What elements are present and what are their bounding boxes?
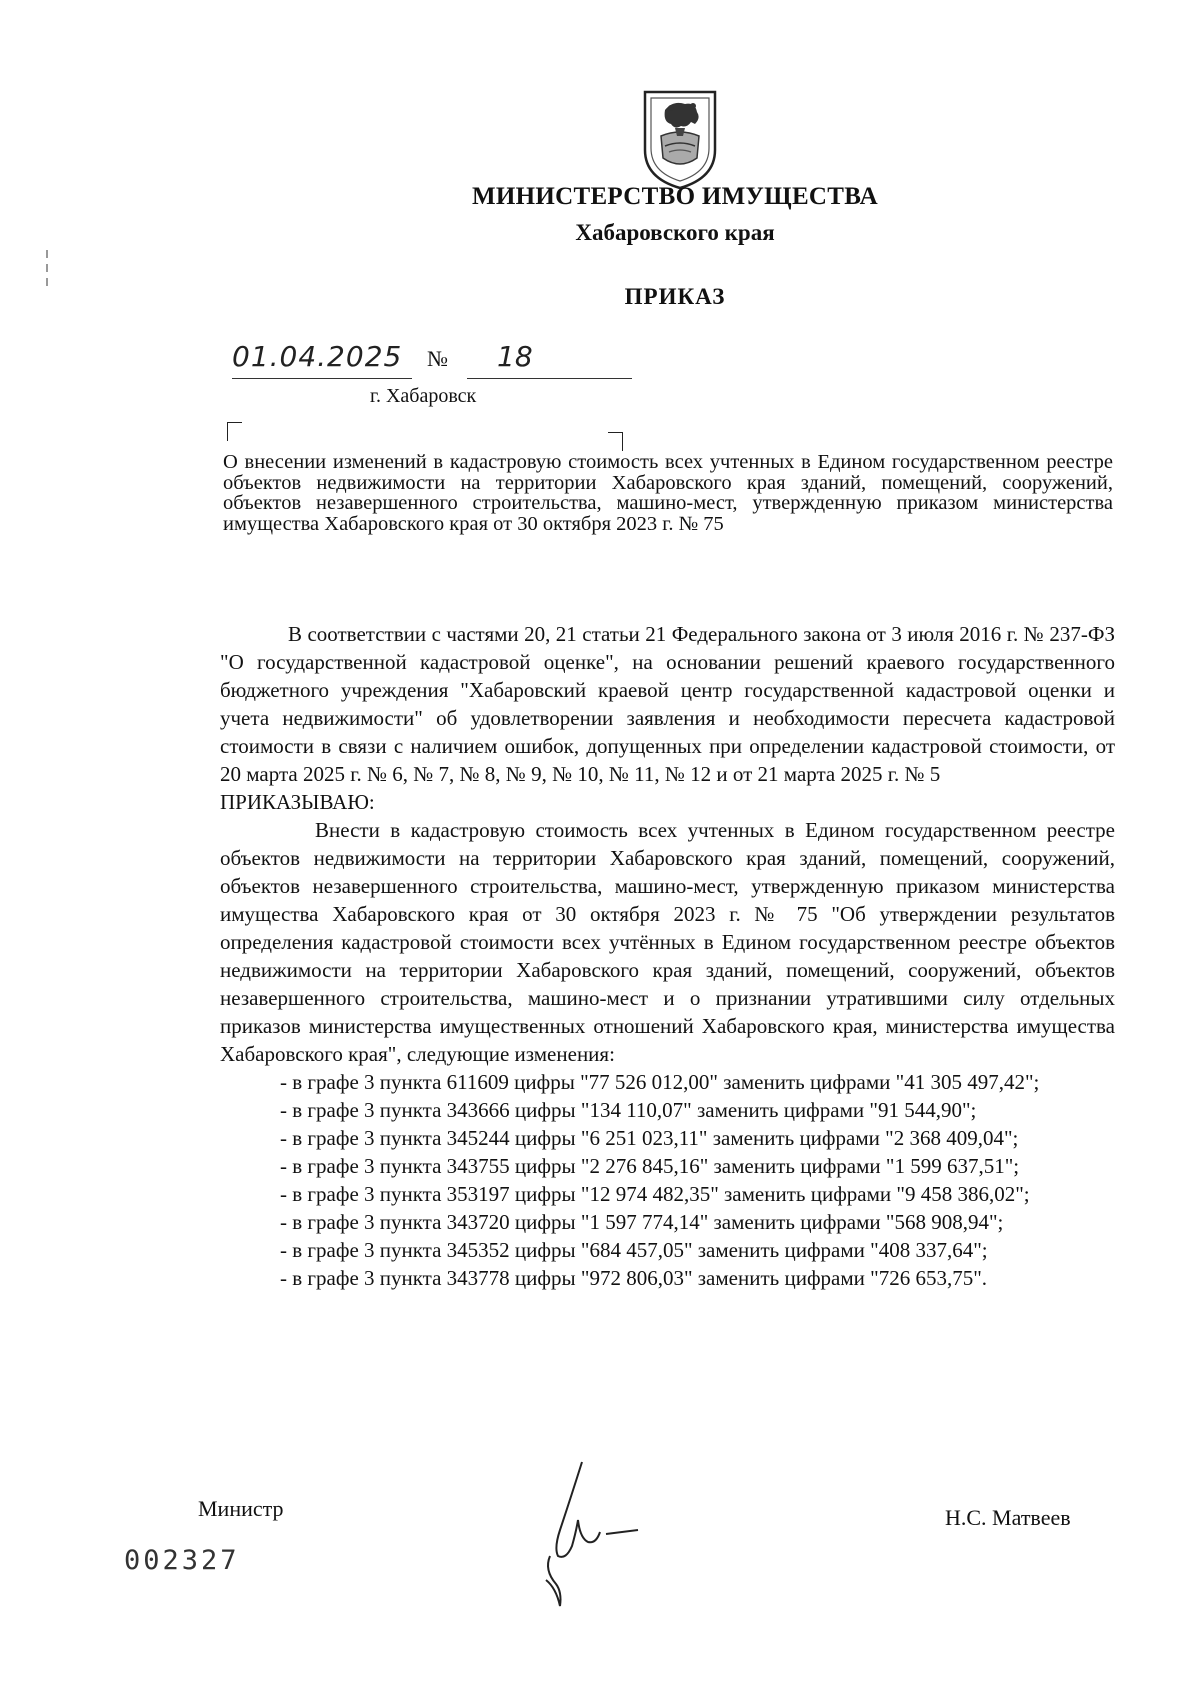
directive: Внести в кадастровую стоимость всех учтенных в Едином государственном реестре объектов недвижимости на территории Хабаровского края зданий, помещений, сооружений, объектов незавершенного строительства, машино-мест, утвержденную приказом министерства имущества Хабаровского края от 30 октября 2023 г. № 75 "Об утверждении результатов определения кадастровой стоимости всех учтённых в Едином государственном реестре объектов недвижимости на территории Хабаровского края зданий, помещений, сооружений, объектов незавершенного строительства, машино-мест и о признании утратившими силу отдельных приказов министерства имущественных отношений Хабаровского края, министерства имущества Хабаровского края", следующие изменения: (220, 818, 1115, 1066)
date-underline (232, 378, 412, 379)
stamp-number: 002327 (124, 1545, 240, 1576)
order-word: ПРИКАЗЫВАЮ: (220, 790, 375, 814)
order-subject: О внесении изменений в кадастровую стоимость всех учтенных в Едином государственном реестре объектов недвижимости на территории Хабаровского края зданий, помещений, сооружений, объектов незавершенного строительства, машино-мест, утвержденную приказом министерства имущества Хабаровского края от 30 октября 2023 г. № 75 (223, 451, 1113, 535)
number-sign: № (427, 346, 448, 371)
coat-of-arms-icon (635, 88, 725, 190)
registration-line (232, 340, 632, 380)
preamble: В соответствии с частями 20, 21 статьи 21 Федерального закона от 3 июля 2016 г. № 237-ФЗ "О государственной кадастровой оценке", на основании решений краевого государственного бюджетного учреждения "Хабаровский краевой центр государственной кадастровой оценки и учета недвижимости" об удовлетворении заявления и необходимости пересчета кадастровой стоимости в связи с наличием ошибок, допущенных при определении кадастровой стоимости, от 20 марта 2025 г. № 6, № 7, № 8, № 9, № 10, № 11, № 12 и от 21 марта 2025 г. № 5 (220, 622, 1115, 786)
order-body (220, 620, 1115, 1292)
change-item: - в графе 3 пункта 343666 цифры "134 110,07" заменить цифрами "91 544,90"; (280, 1098, 977, 1122)
document-type: ПРИКАЗ (624, 284, 726, 309)
signatory-position: Министр (198, 1496, 284, 1521)
change-item: - в графе 3 пункта 343755 цифры "2 276 845,16" заменить цифрами "1 599 637,51"; (280, 1154, 1020, 1178)
change-item: - в графе 3 пункта 343720 цифры "1 597 774,14" заменить цифрами "568 908,94"; (280, 1210, 1004, 1234)
handwritten-signature (510, 1460, 670, 1610)
change-item: - в графе 3 пункта 611609 цифры "77 526 012,00" заменить цифрами "41 305 497,42"; (280, 1070, 1040, 1094)
change-item: - в графе 3 пункта 345244 цифры "6 251 023,11" заменить цифрами "2 368 409,04"; (280, 1126, 1019, 1150)
subject-bracket-left (227, 422, 242, 441)
region-name: Хабаровского края (575, 220, 775, 245)
change-item: - в графе 3 пункта 345352 цифры "684 457,05" заменить цифрами "408 337,64"; (280, 1238, 988, 1262)
city: г. Хабаровск (370, 385, 477, 407)
order-number: 18 (497, 340, 533, 373)
subject-bracket-right (608, 432, 623, 451)
order-date: 01.04.2025 (232, 340, 403, 373)
signatory-name: Н.С. Матвеев (945, 1505, 1071, 1530)
change-item: - в графе 3 пункта 353197 цифры "12 974 482,35" заменить цифрами "9 458 386,02"; (280, 1182, 1030, 1206)
changes-list (220, 1068, 1115, 1292)
change-item: - в графе 3 пункта 343778 цифры "972 806,03" заменить цифрами "726 653,75". (280, 1266, 988, 1290)
ministry-name: МИНИСТЕРСТВО ИМУЩЕСТВА (471, 183, 878, 210)
number-underline (467, 378, 632, 379)
